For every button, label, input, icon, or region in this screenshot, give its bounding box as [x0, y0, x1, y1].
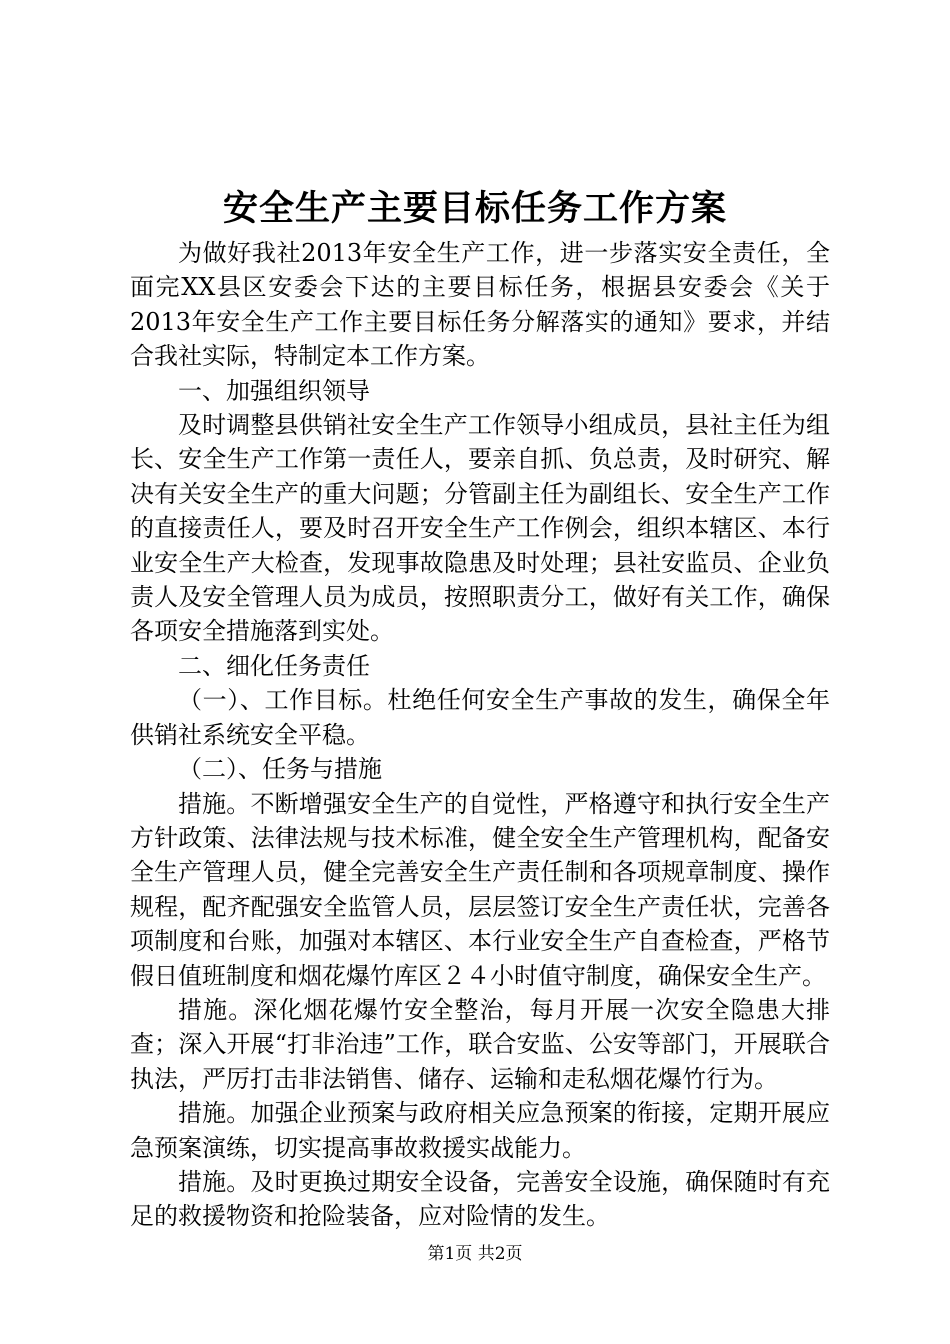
section-heading-2: 二、细化任务责任: [178, 651, 370, 680]
page-footer: 第1页 共2页: [427, 1244, 523, 1264]
section-1-paragraph: 及时调整县供销社安全生产工作领导小组成员，县社主任为组长、安全生产工作第一责任人，要亲自抓、负总责，及时研究、解决有关安全生产的重大问题；分管副主任为副组长、安全生产工作的直接责任人，要及时召开安全生产工作例会，组织本辖区、本行业安全生产大检查，发现事故隐患及时处理；县社安监员、企业负责人及安全管理人员为成员，按照职责分工，做好有关工作，确保各项安全措施落到实处。: [130, 411, 830, 646]
measure-paragraph-3: 措施。加强企业预案与政府相关应急预案的衔接，定期开展应急预案演练，切实提高事故救援实战能力。: [130, 1099, 830, 1162]
measure-paragraph-1: 措施。不断增强安全生产的自觉性，严格遵守和执行安全生产方针政策、法律法规与技术标准，健全安全生产管理机构，配备安全生产管理人员，健全完善安全生产责任制和各项规章制度、操作规程，配齐配强安全监管人员，层层签订安全生产责任状，完善各项制度和台账，加强对本辖区、本行业安全生产自查检查，严格节假日值班制度和烟花爆竹库区２４小时值守制度，确保安全生产。: [130, 789, 830, 990]
intro-paragraph: 为做好我社2013年安全生产工作，进一步落实安全责任，全面完XX县区安委会下达的主要目标任务，根据县安委会《关于2013年安全生产工作主要目标任务分解落实的通知》要求，并结合我社实际，特制定本工作方案。: [130, 239, 830, 371]
work-goal-paragraph: （一）、工作目标。杜绝任何安全生产事故的发生，确保全年供销社系统安全平稳。: [130, 686, 830, 749]
subsection-heading-tasks: （二）、任务与措施: [178, 755, 382, 784]
measure-paragraph-4: 措施。及时更换过期安全设备，完善安全设施，确保随时有充足的救援物资和抢险装备，应对险情的发生。: [130, 1167, 830, 1231]
section-heading-1: 一、加强组织领导: [178, 376, 370, 405]
document-body: [130, 236, 830, 1234]
measure-paragraph-2: 措施。深化烟花爆竹安全整治，每月开展一次安全隐患大排查；深入开展“打非治违”工作，联合安监、公安等部门，开展联合执法，严厉打击非法销售、储存、运输和走私烟花爆竹行为。: [130, 995, 830, 1093]
document-title: 安全生产主要目标任务工作方案: [222, 188, 727, 229]
